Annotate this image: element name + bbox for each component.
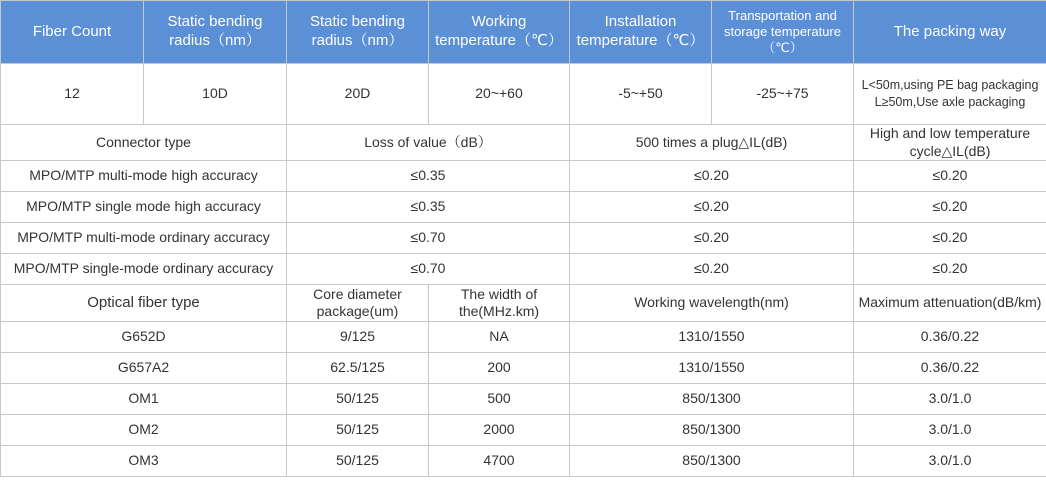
cycle-il-value: ≤0.20 <box>854 161 1046 192</box>
header-installation-temperature: Installation temperature（℃） <box>570 1 712 64</box>
core-diameter-value: 9/125 <box>287 322 429 353</box>
table-row <box>1 446 1046 477</box>
cycle-il-value: ≤0.20 <box>854 254 1046 285</box>
plug-il-value: ≤0.20 <box>570 254 854 285</box>
attenuation-value: 0.36/0.22 <box>854 353 1046 384</box>
transport-temp-value: -25~+75 <box>712 64 854 125</box>
fiber-type: OM2 <box>1 415 287 446</box>
fiber-type: OM1 <box>1 384 287 415</box>
plug-il-value: ≤0.20 <box>570 223 854 254</box>
header-fiber-count: Fiber Count <box>1 1 144 64</box>
header-working-wavelength: Working wavelength(nm) <box>570 285 854 322</box>
header-static-bending-radius-2: Static bending radius（nm） <box>287 1 429 64</box>
table-row <box>1 322 1046 353</box>
table-row <box>1 223 1046 254</box>
fiber-type: G652D <box>1 322 287 353</box>
table-row <box>1 353 1046 384</box>
core-diameter-value: 50/125 <box>287 446 429 477</box>
loss-value: ≤0.70 <box>287 254 570 285</box>
cycle-il-value: ≤0.20 <box>854 192 1046 223</box>
bandwidth-value: 500 <box>429 384 570 415</box>
static-bend-2-value: 20D <box>287 64 429 125</box>
table-row <box>1 415 1046 446</box>
packing-line-2: L≥50m,Use axle packaging <box>874 95 1026 109</box>
header-plug-il: 500 times a plug△IL(dB) <box>570 125 854 161</box>
spec-header-row <box>1 1 1046 64</box>
loss-value: ≤0.35 <box>287 161 570 192</box>
core-diameter-value: 50/125 <box>287 384 429 415</box>
plug-il-value: ≤0.20 <box>570 161 854 192</box>
working-temp-value: 20~+60 <box>429 64 570 125</box>
fiber-type: OM3 <box>1 446 287 477</box>
install-temp-value: -5~+50 <box>570 64 712 125</box>
header-core-diameter: Core diameter package(um) <box>287 285 429 322</box>
connector-type: MPO/MTP multi-mode ordinary accuracy <box>1 223 287 254</box>
core-diameter-value: 50/125 <box>287 415 429 446</box>
connector-type: MPO/MTP single mode high accuracy <box>1 192 287 223</box>
table-row <box>1 161 1046 192</box>
bandwidth-value: 200 <box>429 353 570 384</box>
static-bend-1-value: 10D <box>144 64 287 125</box>
header-loss-of-value: Loss of value（dB） <box>287 125 570 161</box>
connector-header-row <box>1 125 1046 161</box>
header-temp-cycle-il: High and low temperature cycle△IL(dB) <box>854 125 1046 161</box>
loss-value: ≤0.70 <box>287 223 570 254</box>
plug-il-value: ≤0.20 <box>570 192 854 223</box>
table-row <box>1 384 1046 415</box>
attenuation-value: 3.0/1.0 <box>854 415 1046 446</box>
connector-type: MPO/MTP single-mode ordinary accuracy <box>1 254 287 285</box>
fiber-header-row <box>1 285 1046 322</box>
header-optical-fiber-type: Optical fiber type <box>1 285 287 322</box>
bandwidth-value: NA <box>429 322 570 353</box>
header-working-temperature: Working temperature（℃） <box>429 1 570 64</box>
header-static-bending-radius-1: Static bending radius（nm） <box>144 1 287 64</box>
core-diameter-value: 62.5/125 <box>287 353 429 384</box>
connector-type: MPO/MTP multi-mode high accuracy <box>1 161 287 192</box>
wavelength-value: 1310/1550 <box>570 353 854 384</box>
wavelength-value: 1310/1550 <box>570 322 854 353</box>
attenuation-value: 0.36/0.22 <box>854 322 1046 353</box>
packing-line-1: L<50m,using PE bag packaging <box>861 78 1039 93</box>
bandwidth-value: 4700 <box>429 446 570 477</box>
wavelength-value: 850/1300 <box>570 415 854 446</box>
header-bandwidth: The width of the(MHz.km) <box>429 285 570 322</box>
attenuation-value: 3.0/1.0 <box>854 446 1046 477</box>
fiber-type: G657A2 <box>1 353 287 384</box>
header-packing-way: The packing way <box>854 1 1046 64</box>
table-row <box>1 192 1046 223</box>
cycle-il-value: ≤0.20 <box>854 223 1046 254</box>
header-connector-type: Connector type <box>1 125 287 161</box>
header-max-attenuation: Maximum attenuation(dB/km) <box>854 285 1046 322</box>
wavelength-value: 850/1300 <box>570 384 854 415</box>
attenuation-value: 3.0/1.0 <box>854 384 1046 415</box>
fiber-count-value: 12 <box>1 64 144 125</box>
spec-value-row <box>1 64 1046 125</box>
packing-way-value <box>854 64 1046 125</box>
header-transport-temperature: Transportation and storage temperature（℃） <box>712 1 854 64</box>
loss-value: ≤0.35 <box>287 192 570 223</box>
bandwidth-value: 2000 <box>429 415 570 446</box>
table-row <box>1 254 1046 285</box>
wavelength-value: 850/1300 <box>570 446 854 477</box>
